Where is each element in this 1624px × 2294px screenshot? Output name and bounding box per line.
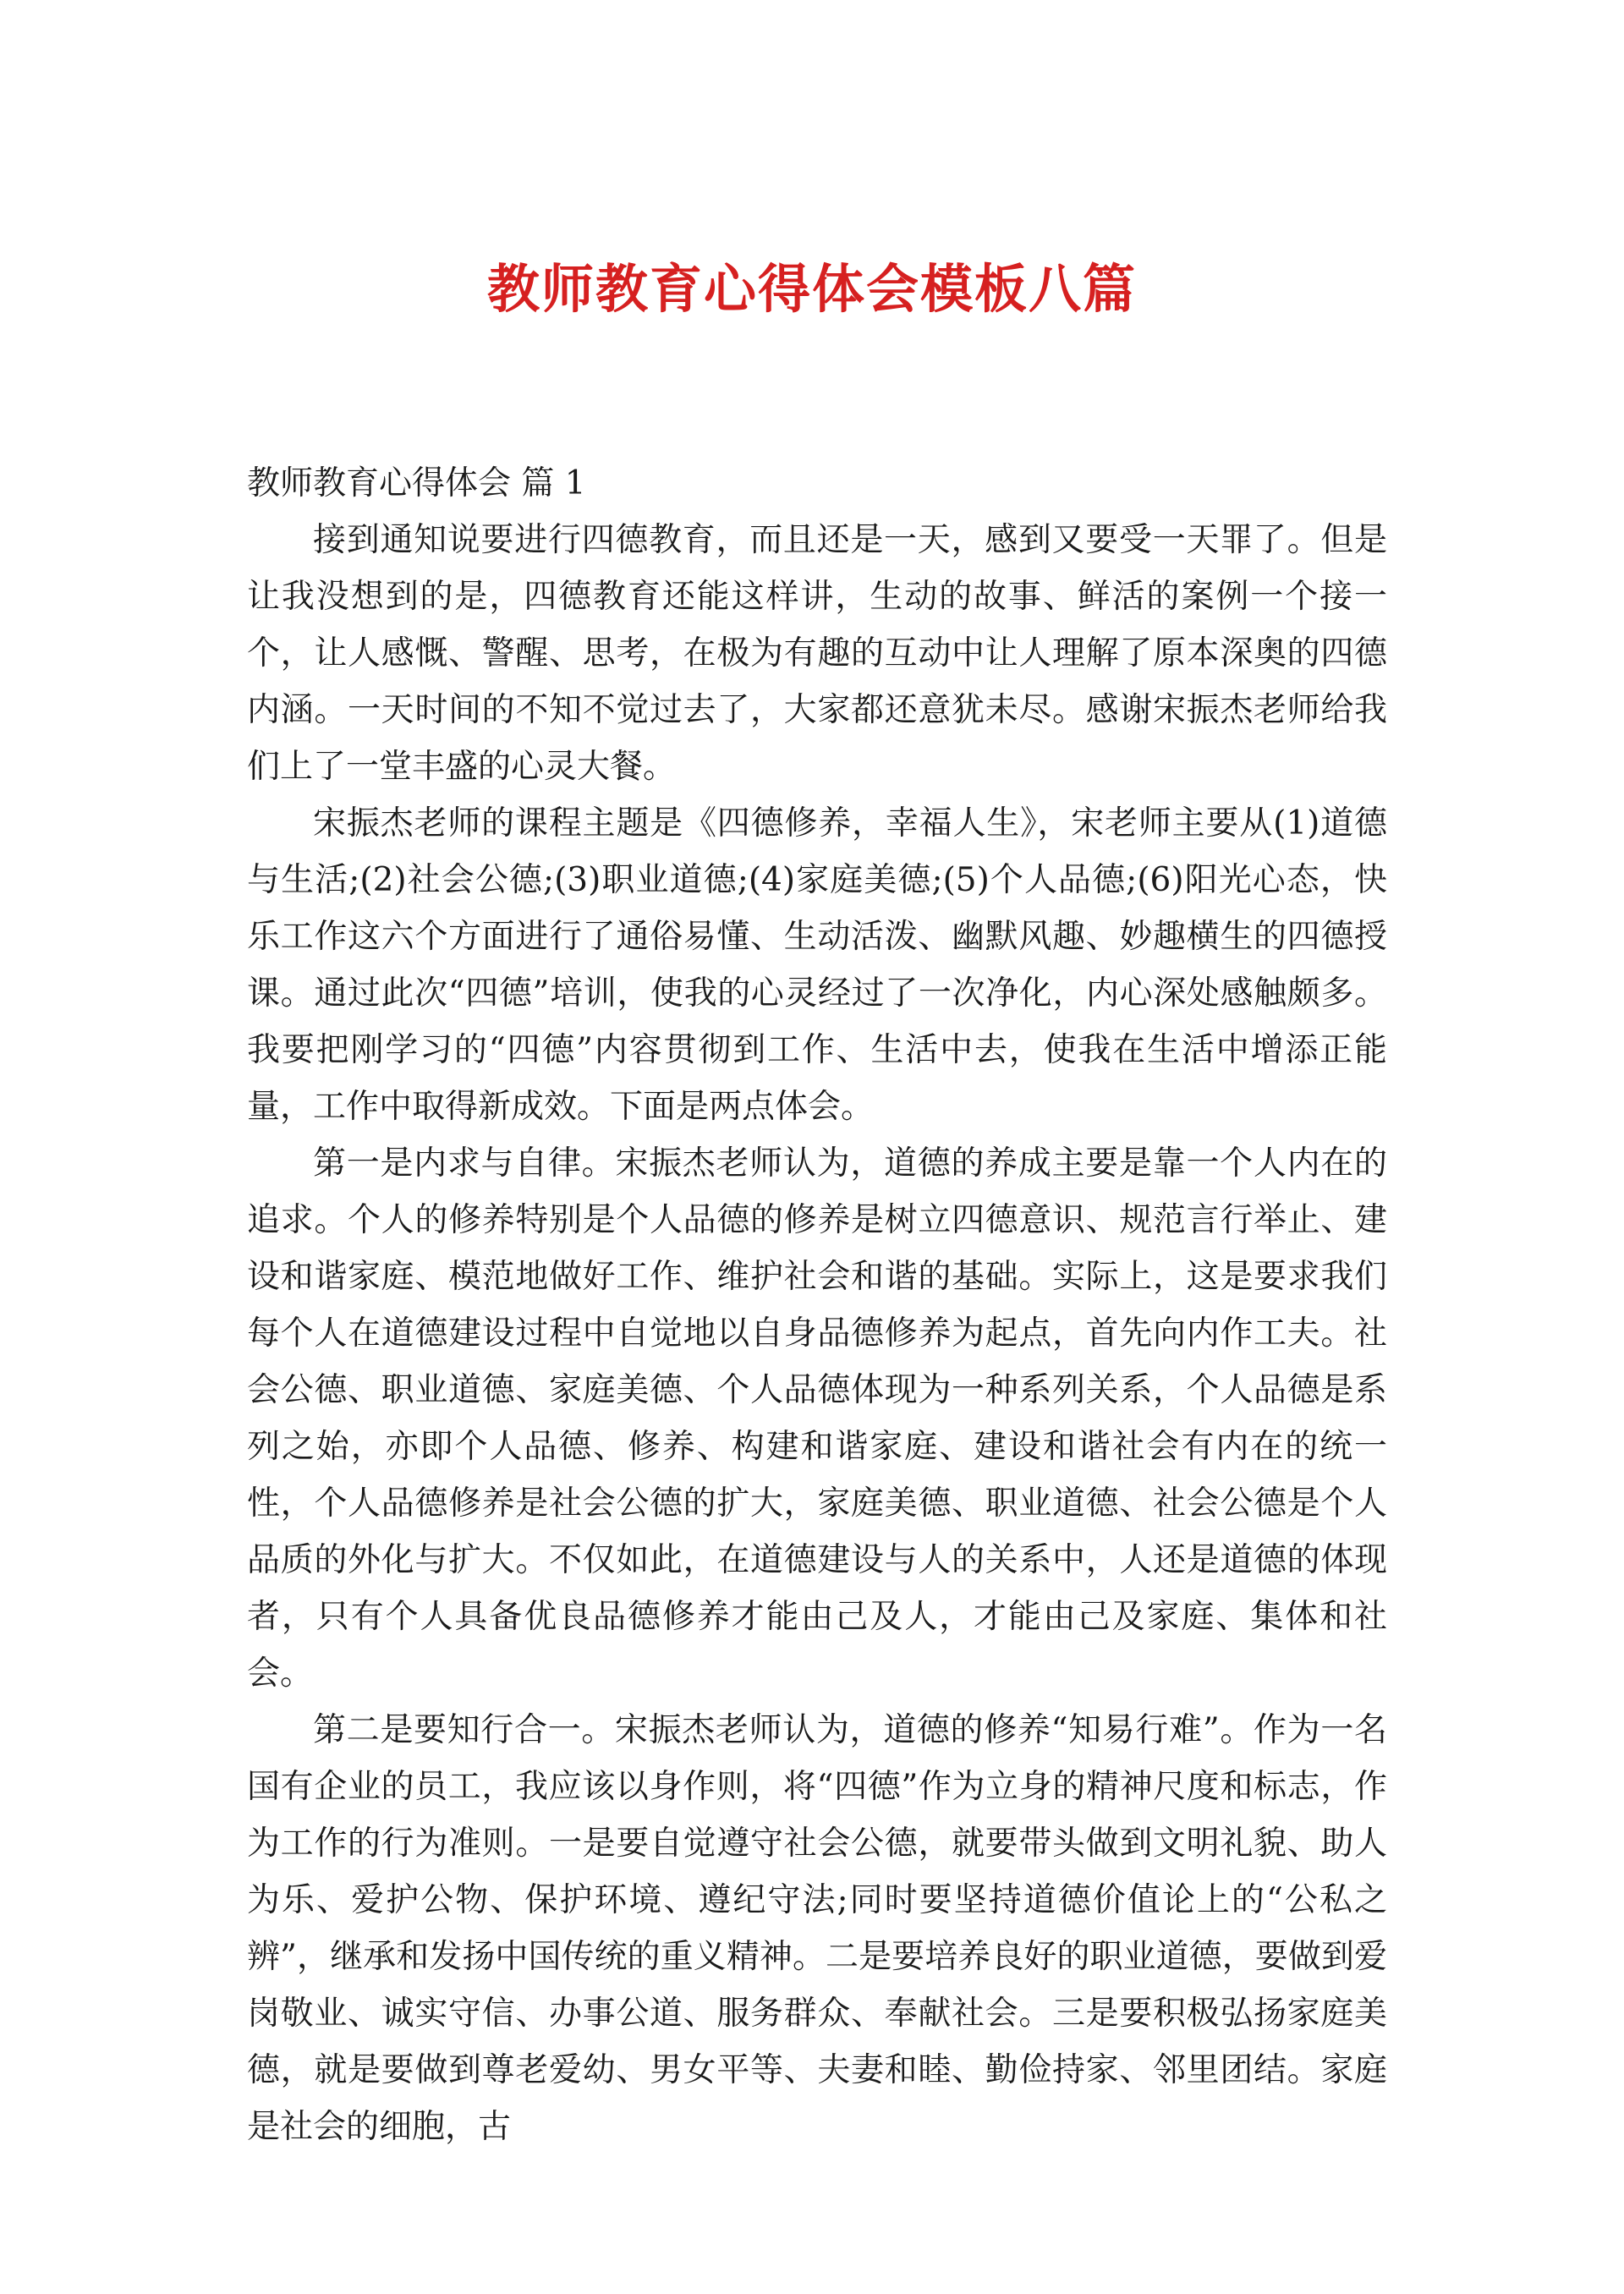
document-title: 教师教育心得体会模板八篇	[486, 258, 1137, 320]
paragraph-1: 接到通知说要进行四德教育，而且还是一天，感到又要受一天罪了。但是让我没想到的是，四德教育还能这样讲，生动的故事、鲜活的案例一个接一个，让人感慨、警醒、思考，在极为有趣的互动中让人理解了原本深奥的四德内涵。一天时间的不知不觉过去了，大家都还意犹未尽。感谢宋振杰老师给我们上了一堂丰盛的心灵大餐。	[247, 521, 1387, 786]
paragraph-4: 第二是要知行合一。宋振杰老师认为，道德的修养“知易行难”。作为一名国有企业的员工，我应该以身作则，将“四德”作为立身的精神尺度和标志，作为工作的行为准则。一是要自觉遵守社会公德，就要带头做到文明礼貌、助人为乐、爱护公物、保护环境、遵纪守法;同时要坚持道德价值论上的“公私之辨”，继承和发扬中国传统的重义精神。二是要培养良好的职业道德，要做到爱岗敬业、诚实守信、办事公道、服务群众、奉献社会。三是要积极弘扬家庭美德，就是要做到尊老爱幼、男女平等、夫妻和睦、勤俭持家、邻里团结。家庭是社会的细胞，古	[247, 1711, 1387, 2146]
section-heading: 教师教育心得体会 篇 1	[247, 464, 586, 502]
paragraph-3: 第一是内求与自律。宋振杰老师认为，道德的养成主要是靠一个人内在的追求。个人的修养特别是个人品德的修养是树立四德意识、规范言行举止、建设和谐家庭、模范地做好工作、维护社会和谐的基础。实际上，这是要求我们每个人在道德建设过程中自觉地以自身品德修养为起点，首先向内作工夫。社会公德、职业道德、家庭美德、个人品德体现为一种系列关系，个人品德是系列之始，亦即个人品德、修养、构建和谐家庭、建设和谐社会有内在的统一性，个人品德修养是社会公德的扩大，家庭美德、职业道德、社会公德是个人品质的外化与扩大。不仅如此，在道德建设与人的关系中，人还是道德的体现者，只有个人具备优良品德修养才能由己及人，才能由己及家庭、集体和社会。	[247, 1144, 1387, 1693]
paragraph-2: 宋振杰老师的课程主题是《四德修养，幸福人生》，宋老师主要从(1)道德与生活;(2)社会公德;(3)职业道德;(4)家庭美德;(5)个人品德;(6)阳光心态，快乐工作这六个方面进行了通俗易懂、生动活泼、幽默风趣、妙趣横生的四德授课。通过此次“四德”培训，使我的心灵经过了一次净化，内心深处感触颇多。我要把刚学习的“四德”内容贯彻到工作、生活中去，使我在生活中增添正能量，工作中取得新成效。下面是两点体会。	[247, 804, 1387, 1126]
document-body	[247, 455, 1387, 2155]
